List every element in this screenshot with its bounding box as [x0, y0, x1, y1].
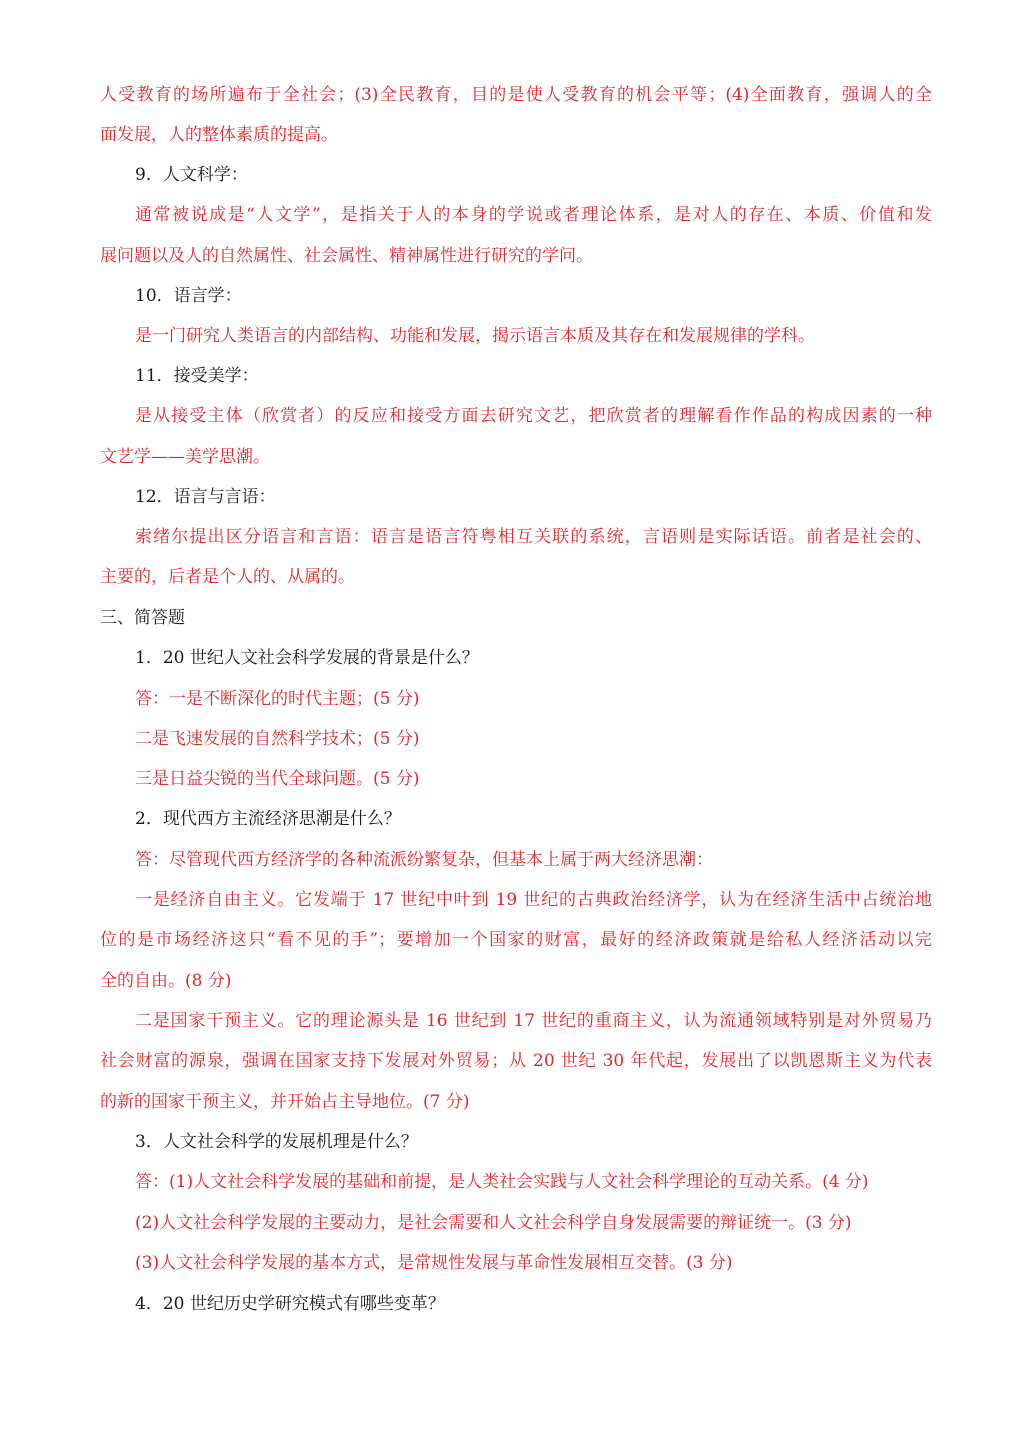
item8-answer-line1: 人受教育的场所遍布于全社会；(3)全民教育，目的是使人受教育的机会平等；(4)全面教育，强调人的全 [100, 85, 932, 105]
q3-answer-line1: 答：(1)人文社会科学发展的基础和前提，是人类社会实践与人文社会科学理论的互动关系。(4 分) [135, 1172, 869, 1192]
item9-term: 9．人文科学： [135, 165, 248, 185]
q1-question: 1．20 世纪人文社会科学发展的背景是什么？ [135, 648, 479, 668]
q3-answer-line3: (3)人文社会科学发展的基本方式，是常规性发展与革命性发展相互交替。(3 分) [135, 1253, 733, 1273]
q2-answer-line3: 位的是市场经济这只“看不见的手”；要增加一个国家的财富，最好的经济政策就是给私人经济活动以完 [100, 930, 932, 950]
q2-answer-line6: 社会财富的源泉，强调在国家支持下发展对外贸易；从 20 世纪 30 年代起，发展出了以凯恩斯主义为代表 [100, 1051, 932, 1071]
item8-answer-line2: 面发展，人的整体素质的提高。 [100, 125, 338, 145]
q1-answer-line1: 答：一是不断深化的时代主题；(5 分) [135, 689, 420, 709]
q2-answer-line1: 答：尽管现代西方经济学的各种流派纷繁复杂，但基本上属于两大经济思潮： [135, 850, 713, 870]
q4-question: 4．20 世纪历史学研究模式有哪些变革？ [135, 1294, 445, 1314]
q2-answer-line4: 全的自由。(8 分) [100, 971, 232, 991]
q3-answer-line2: (2)人文社会科学发展的主要动力，是社会需要和人文社会科学自身发展需要的辩证统一。(3 分) [135, 1213, 852, 1233]
item11-answer-line2: 文艺学——美学思潮。 [100, 447, 270, 467]
item9-answer-line1: 通常被说成是“人文学”，是指关于人的本身的学说或者理论体系，是对人的存在、本质、价值和发 [135, 205, 932, 225]
q2-question: 2．现代西方主流经济思潮是什么？ [135, 809, 401, 829]
q2-answer-line7: 的新的国家干预主义，并开始占主导地位。(7 分) [100, 1092, 470, 1112]
item10-answer-line1: 是一门研究人类语言的内部结构、功能和发展，揭示语言本质及其存在和发展规律的学科。 [135, 326, 815, 346]
item12-answer-line1: 索绪尔提出区分语言和言语：语言是语言符粤相互关联的系统，言语则是实际话语。前者是社会的、 [135, 527, 932, 547]
section3-heading: 三、简答题 [100, 608, 185, 628]
q2-answer-line2: 一是经济自由主义。它发端于 17 世纪中叶到 19 世纪的古典政治经济学，认为在经济生活中占统治地 [135, 890, 932, 910]
q2-answer-line5: 二是国家干预主义。它的理论源头是 16 世纪到 17 世纪的重商主义，认为流通领域特别是对外贸易乃 [135, 1011, 932, 1031]
q1-answer-line2: 二是飞速发展的自然科学技术；(5 分) [135, 729, 420, 749]
q1-answer-line3: 三是日益尖锐的当代全球问题。(5 分) [135, 769, 420, 789]
item12-term: 12．语言与言语： [135, 487, 276, 507]
item10-term: 10．语言学： [135, 286, 242, 306]
item12-answer-line2: 主要的，后者是个人的、从属的。 [100, 567, 355, 587]
item9-answer-line2: 展问题以及人的自然属性、社会属性、精神属性进行研究的学问。 [100, 246, 593, 266]
q3-question: 3．人文社会科学的发展机理是什么？ [135, 1132, 418, 1152]
item11-answer-line1: 是从接受主体（欣赏者）的反应和接受方面去研究文艺，把欣赏者的理解看作作品的构成因素的一种 [135, 406, 932, 426]
item11-term: 11．接受美学： [135, 366, 259, 386]
